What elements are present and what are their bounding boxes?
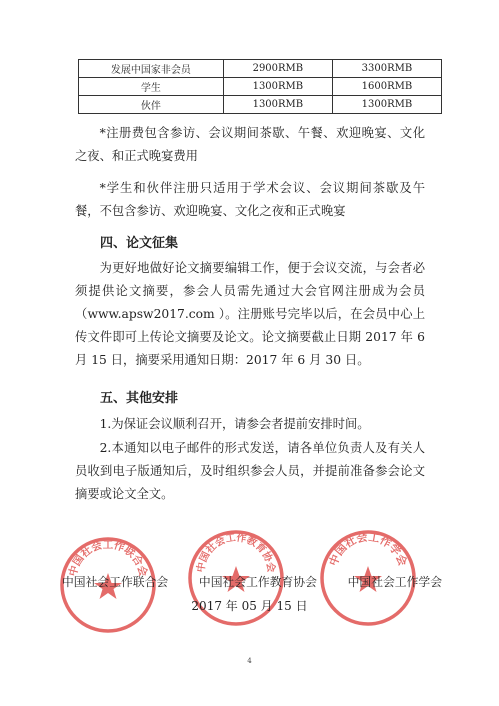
table-cell: 1300RMB bbox=[332, 96, 441, 114]
table-cell: 发展中国家非会员 bbox=[79, 60, 224, 78]
signature-date: 2017 年 05 月 15 日 bbox=[191, 599, 308, 613]
table-cell: 3300RMB bbox=[332, 60, 441, 78]
table-cell: 学生 bbox=[79, 78, 224, 96]
seal-3-text: 中国社会工作学会 bbox=[326, 530, 410, 568]
table-row bbox=[79, 96, 442, 114]
fee-table bbox=[78, 59, 442, 114]
table-cell: 1600RMB bbox=[332, 78, 441, 96]
note-1: *注册费包含参访、会议期间茶歇、午餐、欢迎晚宴、文化之夜、和正式晚宴费用 bbox=[75, 126, 425, 163]
section-5-heading: 五、其他安排 bbox=[100, 391, 179, 406]
table-cell: 伙伴 bbox=[79, 96, 224, 114]
signature-org-2: 中国社会工作教育协会 bbox=[198, 575, 317, 589]
section-5-item-2: 2.本通知以电子邮件的形式发送，请各单位负责人及有关人员收到电子版通知后，及时组织参会人员，并提前准备参会论文摘要或论文全文。 bbox=[75, 441, 425, 501]
page-number: 4 bbox=[247, 657, 252, 665]
section-5-item-1: 1.为保证会议顺利召开，请参会者提前安排时间。 bbox=[99, 417, 370, 431]
signature-line bbox=[62, 573, 442, 590]
seal-2-text: 中国社会工作教育协会 bbox=[195, 532, 277, 574]
table-row bbox=[79, 78, 442, 96]
signature-org-1: 中国社会工作联合会 bbox=[62, 575, 169, 589]
section-4-heading: 四、论文征集 bbox=[100, 236, 179, 251]
table-cell: 1300RMB bbox=[223, 78, 332, 96]
signature-org-3: 中国社会工作学会 bbox=[347, 575, 442, 589]
table-cell: 2900RMB bbox=[223, 60, 332, 78]
table-cell: 1300RMB bbox=[223, 96, 332, 114]
note-2: *学生和伙伴注册只适用于学术会议、会议期间茶歇及午餐，不包含参访、欢迎晚宴、文化之夜和正式晚宴 bbox=[75, 181, 425, 218]
section-4-body: 为更好地做好论文摘要编辑工作，便于会议交流，与会者必须提供论文摘要，参会人员需先通过大会官网注册成为会员（www.apsw2017.com ）。注册账号完毕以后，在会员中心上传文件即可上传论文摘要及论文。论文摘要截止日期 2017 年 6 月 15 日，摘要采用通知日期：2017 年 6 月 30 日。 bbox=[75, 261, 425, 367]
seal-1-text: 中国社会工作联合会 bbox=[66, 538, 150, 578]
svg-text:中国社会工作学会 bbox=[326, 530, 410, 568]
table-row bbox=[79, 60, 442, 78]
